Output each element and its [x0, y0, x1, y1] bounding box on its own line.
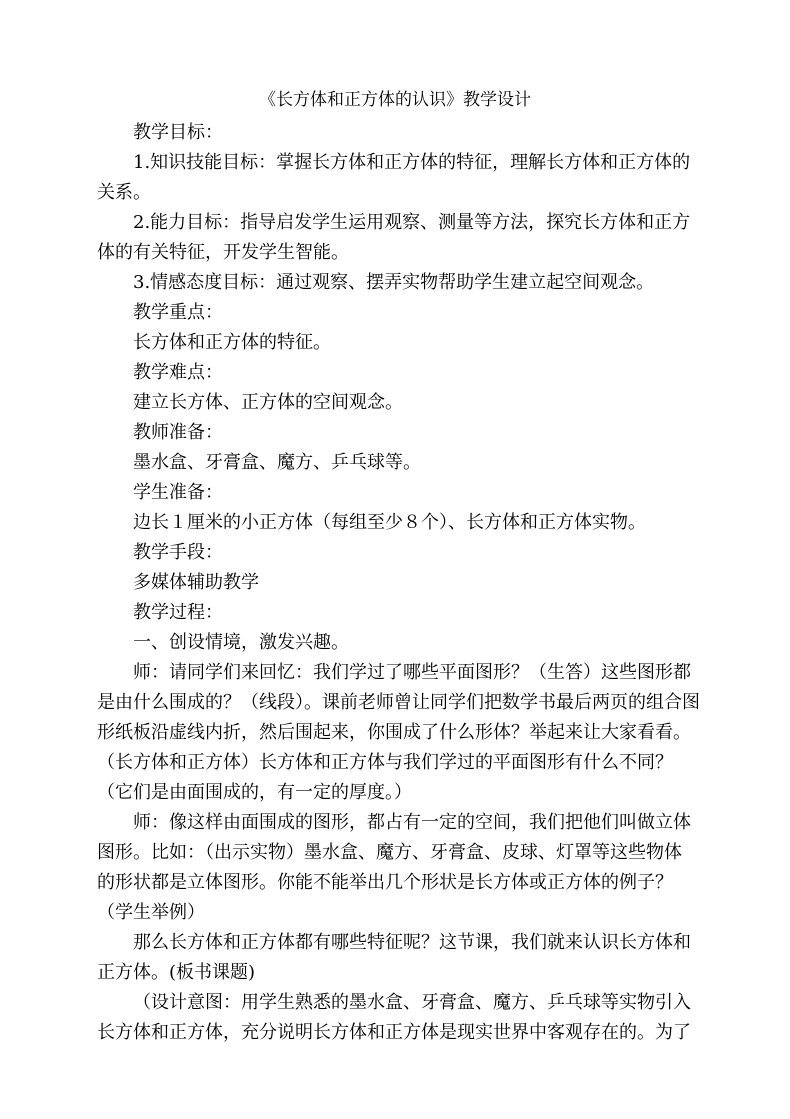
document-title: 《长方体和正方体的认识》教学设计 — [259, 90, 531, 110]
text-line: 1.知识技能目标：掌握长方体和正方体的特征，理解长方体和正方体的 — [133, 152, 691, 173]
text-line: 多媒体辅助教学 — [133, 572, 259, 593]
text-line: 教学重点： — [133, 302, 223, 323]
text-line: 形纸板沿虚线内折，然后围起来，你围成了什么形体？举起来让大家看看。 — [97, 722, 691, 743]
text-line: 教学手段： — [133, 542, 223, 563]
text-line: 教学难点： — [133, 362, 223, 383]
text-line: 学生准备： — [133, 482, 223, 503]
text-line: 长方体和正方体的特征。 — [133, 332, 331, 353]
text-line: 一、创设情境，激发兴趣。 — [133, 632, 349, 653]
text-line: 边长１厘米的小正方体（每组至少８个）、长方体和正方体实物。 — [133, 512, 646, 533]
text-line: 建立长方体、正方体的空间观念。 — [133, 392, 403, 413]
text-line: 师：像这样由面围成的图形，都占有一定的空间，我们把他们叫做立体 — [133, 812, 691, 833]
text-line: （长方体和正方体）长方体和正方体与我们学过的平面图形有什么不同？ — [97, 752, 673, 773]
text-line: 是由什么围成的？（线段）。课前老师曾让同学们把数学书最后两页的组合图 — [97, 692, 700, 713]
text-line: 那么长方体和正方体都有哪些特征呢？这节课，我们就来认识长方体和 — [133, 932, 691, 953]
text-line: 正方体。(板书课题) — [97, 962, 256, 983]
text-line: 教学目标： — [133, 122, 223, 143]
text-line: （设计意图：用学生熟悉的墨水盒、牙膏盒、魔方、乒乓球等实物引入 — [133, 992, 691, 1013]
text-line: 2.能力目标：指导启发学生运用观察、测量等方法，探究长方体和正方 — [133, 212, 691, 233]
text-line: 关系。 — [97, 182, 151, 203]
text-line: （它们是由面围成的，有一定的厚度。） — [97, 782, 412, 803]
text-line: 墨水盒、牙膏盒、魔方、乒乓球等。 — [133, 452, 421, 473]
text-line: 体的有关特征，开发学生智能。 — [97, 242, 349, 263]
text-line: 的形状都是立体图形。你能不能举出几个形状是长方体或正方体的例子？ — [97, 872, 673, 893]
text-line: （学生举例） — [97, 902, 205, 923]
text-line: 师：请同学们来回忆：我们学过了哪些平面图形？（生答）这些图形都 — [133, 662, 691, 683]
text-line: 长方体和正方体，充分说明长方体和正方体是现实世界中客观存在的。为了 — [97, 1022, 691, 1043]
text-line: 图形。比如：（出示实物）墨水盒、魔方、牙膏盒、皮球、灯罩等这些物体 — [97, 842, 682, 863]
text-line: 3.情感态度目标：通过观察、摆弄实物帮助学生建立起空间观念。 — [133, 272, 655, 293]
text-line: 教学过程： — [133, 602, 223, 623]
text-line: 教师准备： — [133, 422, 223, 443]
